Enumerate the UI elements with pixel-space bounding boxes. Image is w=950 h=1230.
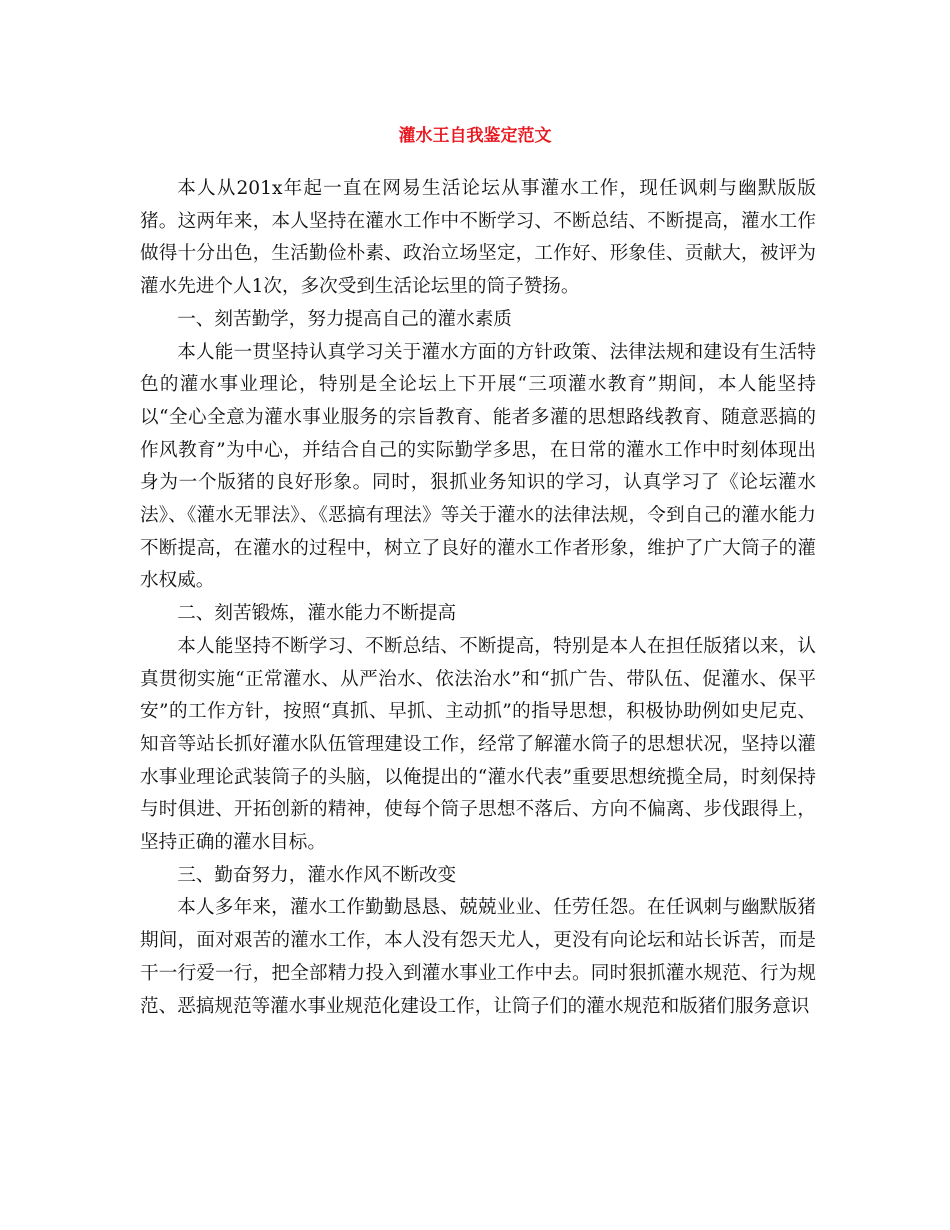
document-title: 灌水王自我鉴定范文	[398, 126, 552, 146]
section-heading-3: 三、勤奋努力，灌水作风不断改变	[177, 864, 457, 886]
document-body	[140, 173, 816, 1023]
section-heading-2: 二、刻苦锻炼，灌水能力不断提高	[177, 603, 457, 625]
paragraph-section-2: 本人能坚持不断学习、不断总结、不断提高，特别是本人在担任版猪以来，认真贯彻实施“正常灌水、从严治水、依法治水”和“抓广告、带队伍、促灌水、保平安”的工作方针，按照“真抓、早抓、主动抓”的指导思想，积极协助例如史尼克、知音等站长抓好灌水队伍管理建设工作，经常了解灌水筒子的思想状况，坚持以灌水事业理论武装筒子的头脑，以俺提出的“灌水代表”重要思想统揽全局，时刻保持与时俱进、开拓创新的精神，使每个筒子思想不落后、方向不偏离、步伐跟得上，坚持正确的灌水目标。	[140, 635, 816, 854]
paragraph-intro: 本人从201x年起一直在网易生活论坛从事灌水工作，现任讽刺与幽默版版猪。这两年来，本人坚持在灌水工作中不断学习、不断总结、不断提高，灌水工作做得十分出色，生活勤俭朴素、政治立场坚定，工作好、形象佳、贡献大，被评为灌水先进个人1次，多次受到生活论坛里的筒子赞扬。	[140, 178, 816, 298]
paragraph-section-3: 本人多年来，灌水工作勤勤恳恳、兢兢业业、任劳任怨。在任讽刺与幽默版猪期间，面对艰苦的灌水工作，本人没有怨天尤人，更没有向论坛和站长诉苦，而是干一行爱一行，把全部精力投入到灌水事业工作中去。同时狠抓灌水规范、行为规范、恶搞规范等灌水事业规范化建设工作，让筒子们的灌水规范和版猪们服务意识	[140, 897, 816, 1017]
paragraph-section-1: 本人能一贯坚持认真学习关于灌水方面的方针政策、法律法规和建设有生活特色的灌水事业理论，特别是全论坛上下开展“三项灌水教育”期间，本人能坚持以“全心全意为灌水事业服务的宗旨教育、能者多灌的思想路线教育、随意恶搞的作风教育”为中心，并结合自己的实际勤学多思，在日常的灌水工作中时刻体现出身为一个版猪的良好形象。同时，狠抓业务知识的学习，认真学习了《论坛灌水法》、《灌水无罪法》、《恶搞有理法》等关于灌水的法律法规，令到自己的灌水能力不断提高，在灌水的过程中，树立了良好的灌水工作者形象，维护了广大筒子的灌水权威。	[140, 341, 816, 592]
section-heading-1: 一、刻苦勤学，努力提高自己的灌水素质	[177, 308, 512, 330]
